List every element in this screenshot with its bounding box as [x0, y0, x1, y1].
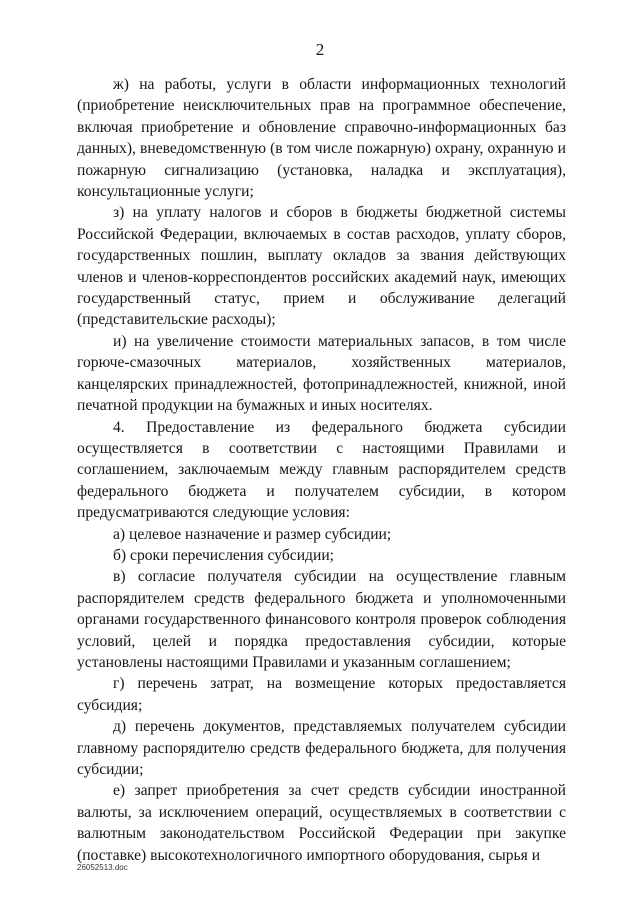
paragraph-4: 4. Предоставление из федерального бюджета субсидии осуществляется в соответствии с настоящими Правилами и соглашением, заключаемым между главным распорядителем средств федерального бюджета и получателем субсидии, в котором предусматриваются следующие условия: [77, 418, 566, 522]
paragraph-i: и) на увеличение стоимости материальных запасов, в том числе горюче-смазочных материалов, хозяйственных материалов, канцелярских принадлежностей, фотопринадлежностей, книжной, иной печатной продукции на бумажных и иных носителях. [77, 332, 566, 415]
paragraph-a: а) целевое назначение и размер субсидии; [113, 525, 392, 543]
paragraph-d: д) перечень документов, представляемых получателем субсидии главному распорядителю средств федерального бюджета, для получения субсидии; [77, 718, 566, 778]
paragraph-g: г) перечень затрат, на возмещение которых предоставляется субсидия; [77, 675, 566, 714]
document-body [77, 74, 566, 866]
paragraph-b: б) сроки перечисления субсидии; [113, 546, 334, 564]
paragraph-z: з) на уплату налогов и сборов в бюджеты бюджетной системы Российской Федерации, включаемых в состав расходов, уплату сборов, государственных пошлин, выплату окладов за звания действующих членов и членов-корреспондентов российских академий наук, имеющих государственный статус, прием и обслуживание делегаций (представительские расходы); [77, 204, 566, 329]
paragraph-zh: ж) на работы, услуги в области информационных технологий (приобретение неисключительных прав на программное обеспечение, включая приобретение и обновление справочно-информационных баз данных), вневедомственную (в том числе пожарную) охрану, охранную и пожарную сигнализацию (установка, наладка и эксплуатация), консультационные услуги; [77, 76, 566, 201]
document-file-code: 26052513.doc [77, 863, 128, 872]
paragraph-e: е) запрет приобретения за счет средств субсидии иностранной валюты, за исключением операций, осуществляемых в соответствии с валютным законодательством Российской Федерации при закупке (поставке) высокотехнологичного импортного оборудования, сырья и [77, 782, 566, 864]
page-number: 2 [315, 40, 325, 59]
paragraph-v: в) согласие получателя субсидии на осуществление главным распорядителем средств федерального бюджета и уполномоченными органами государственного финансового контроля проверок соблюдения условий, целей и порядка предоставления субсидии, которые установлены настоящими Правилами и указанным соглашением; [77, 568, 566, 671]
